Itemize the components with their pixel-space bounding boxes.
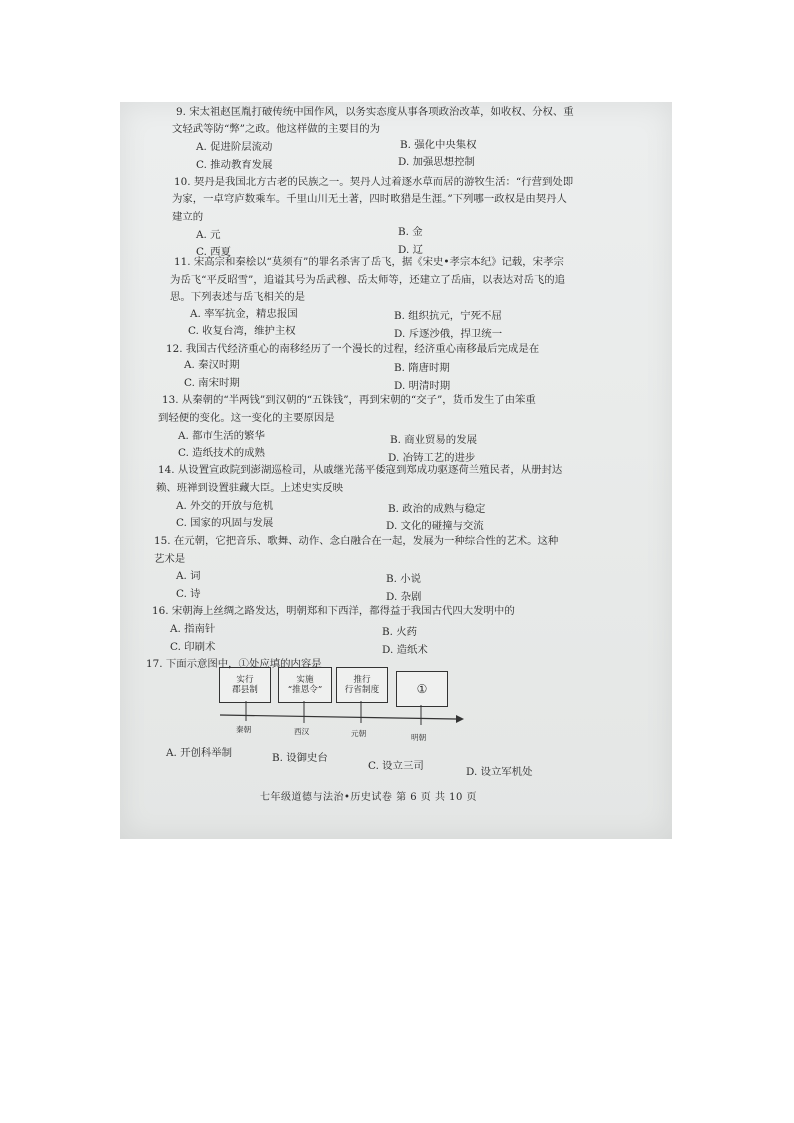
q13-option-b: B. 商业贸易的发展 <box>390 434 477 446</box>
tick-label-western-han: 西汉 <box>294 727 310 736</box>
q10-option-b: B. 金 <box>398 226 423 238</box>
photographed-exam-page <box>120 102 672 839</box>
q12-option-c: C. 南宋时期 <box>184 377 240 389</box>
q10-option-a: A. 元 <box>196 229 221 241</box>
q12-line-1: 12. 我国古代经济重心的南移经历了一个漫长的过程，经济重心南移最后完成是在 <box>166 343 540 355</box>
q13-line-2: 到轻便的变化。这一变化的主要原因是 <box>158 412 335 424</box>
q16-option-d: D. 造纸术 <box>382 644 428 656</box>
q9-option-b: B. 强化中央集权 <box>400 139 477 151</box>
diagram-box-western-han-line1: 实施 <box>296 674 314 685</box>
q9-option-a: A. 促进阶层流动 <box>196 141 273 153</box>
q14-option-a: A. 外交的开放与危机 <box>176 500 274 512</box>
q17-option-a: A. 开创科举制 <box>166 747 233 759</box>
q10-line-3: 建立的 <box>172 211 204 223</box>
tick-label-ming: 明朝 <box>411 733 427 742</box>
q14-line-2: 赖、班禅到设置驻藏大臣。上述史实反映 <box>156 482 344 494</box>
q13-option-d: D. 冶铸工艺的进步 <box>388 452 476 464</box>
q12-option-b: B. 隋唐时期 <box>394 362 450 374</box>
q11-option-d: D. 斥逐沙俄，捍卫统一 <box>394 328 503 340</box>
q11-line-2: 为岳飞“平反昭雪”，追谥其号为岳武穆、岳太师等，还建立了岳庙，以表达对岳飞的追 <box>170 274 566 286</box>
page-footer: 七年级道德与法治•历史试卷 第 6 页 共 10 页 <box>260 792 478 803</box>
q10-option-c: C. 西夏 <box>196 246 231 258</box>
q15-line-2: 艺术是 <box>154 553 186 565</box>
q13-line-1: 13. 从秦朝的“半两钱”到汉朝的“五铢钱”，再到宋朝的“交子”，货币发生了由笨重 <box>162 394 536 406</box>
timeline-axis <box>216 667 476 747</box>
q15-option-b: B. 小说 <box>386 573 422 585</box>
q16-line-1: 16. 宋朝海上丝绸之路发达，明朝郑和下西洋，都得益于我国古代四大发明中的 <box>152 605 515 617</box>
q12-option-d: D. 明清时期 <box>394 380 451 392</box>
q15-option-a: A. 词 <box>176 570 201 582</box>
q10-option-d: D. 辽 <box>398 244 423 256</box>
diagram-box-yuan-line2: 行省制度 <box>344 685 380 695</box>
timeline-arrow <box>456 715 464 723</box>
q11-line-3: 思。下列表述与岳飞相关的是 <box>170 291 306 303</box>
q15-line-1: 15. 在元朝，它把音乐、歌舞、动作、念白融合在一起，发展为一种综合性的艺术。这种 <box>154 535 559 547</box>
diagram-box-qin-line1: 实行 <box>236 674 254 685</box>
diagram-box-yuan-line1: 推行 <box>353 674 371 685</box>
tick-label-yuan: 元朝 <box>351 729 367 738</box>
q11-option-c: C. 收复台湾，维护主权 <box>188 325 296 337</box>
q12-option-a: A. 秦汉时期 <box>184 359 240 371</box>
q17-line-1: 17. 下面示意图中，①处应填的内容是 <box>146 658 322 670</box>
q16-option-c: C. 印刷术 <box>170 641 216 653</box>
q17-option-d: D. 设立军机处 <box>466 766 533 778</box>
q15-option-d: D. 杂剧 <box>386 591 422 603</box>
timeline-diagram <box>216 667 476 747</box>
q14-line-1: 14. 从设置宣政院到澎湖巡检司，从戚继光荡平倭寇到郑成功驱逐荷兰殖民者，从册封达 <box>158 464 563 476</box>
q11-option-a: A. 率军抗金，精忠报国 <box>190 308 298 320</box>
diagram-box-western-han-line2: “推恩令” <box>287 685 323 695</box>
q15-option-c: C. 诗 <box>176 588 201 600</box>
q14-option-d: D. 文化的碰撞与交流 <box>386 520 484 532</box>
q14-option-b: B. 政治的成熟与稳定 <box>388 503 486 515</box>
q10-line-1: 10. 契丹是我国北方古老的民族之一。契丹人过着逐水草而居的游牧生活：“行营到处即 <box>174 176 574 188</box>
q9-line-2: 文轻武等防“弊”之政。他这样做的主要目的为 <box>172 123 381 135</box>
q17-option-b: B. 设御史台 <box>272 752 328 764</box>
q11-line-1: 11. 宋高宗和秦桧以“莫须有”的罪名杀害了岳飞，据《宋史•孝宗本纪》记载，宋孝宗 <box>174 256 564 268</box>
q10-line-2: 为家，一卓穹庐数乘车。千里山川无土著，四时畋猎是生涯。”下列哪一政权是由契丹人 <box>172 193 567 205</box>
q16-option-a: A. 指南针 <box>170 623 216 635</box>
q17-option-c: C. 设立三司 <box>368 760 424 772</box>
tick-label-qin: 秦朝 <box>236 725 252 734</box>
diagram-box-qin-line2: 郡县制 <box>232 685 258 695</box>
q16-option-b: B. 火药 <box>382 626 418 638</box>
q13-option-c: C. 造纸技术的成熟 <box>178 447 265 459</box>
diagram-box-blank-label: ① <box>416 681 428 696</box>
exam-sheet <box>120 102 672 839</box>
q9-option-d: D. 加强思想控制 <box>398 156 475 168</box>
q14-option-c: C. 国家的巩固与发展 <box>176 517 274 529</box>
q13-option-a: A. 都市生活的繁华 <box>178 430 265 442</box>
q9-line-1: 9. 宋太祖赵匡胤打破传统中国作风，以务实态度从事各项政治改革，如收权、分权、重 <box>176 106 574 118</box>
q11-option-b: B. 组织抗元，宁死不屈 <box>394 310 502 322</box>
q9-option-c: C. 推动教育发展 <box>196 159 273 171</box>
